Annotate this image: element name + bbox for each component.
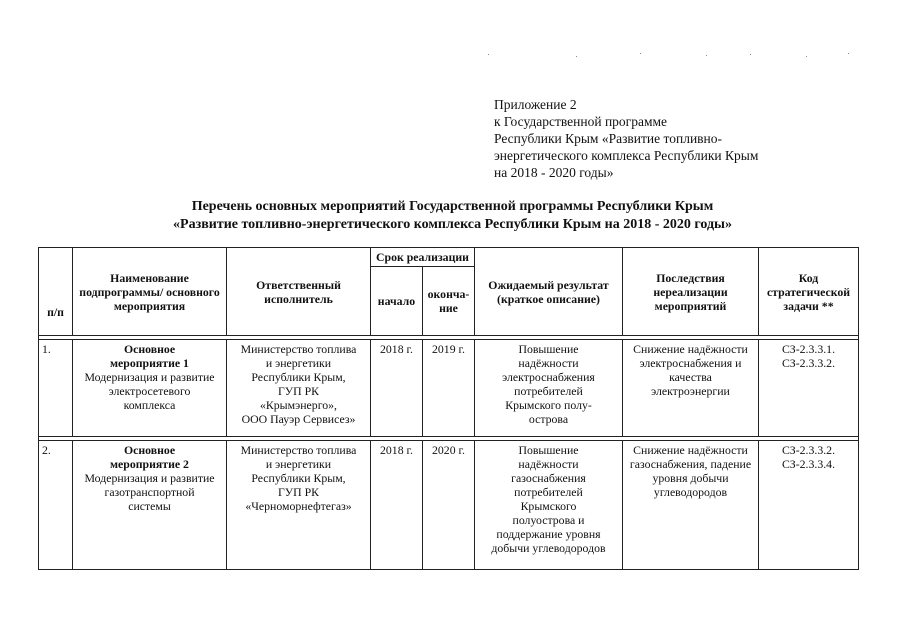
header-executor: Ответственный исполнитель	[227, 248, 371, 336]
header-num: п/п	[39, 248, 73, 336]
row-end: 2020 г.	[423, 441, 475, 570]
result-line: надёжности	[518, 356, 579, 370]
row-num: 2.	[39, 441, 73, 570]
appendix-line: на 2018 - 2020 годы»	[494, 165, 614, 180]
result-line: потребителей	[514, 485, 583, 499]
consequence-line: электроснабжения и	[639, 356, 742, 370]
appendix-line: к Государственной программе	[494, 114, 668, 129]
executor-line: «Крымэнерго»,	[259, 398, 337, 412]
consequence-line: углеводородов	[653, 485, 728, 499]
result-line: потребителей	[514, 384, 583, 398]
row-end: 2019 г.	[423, 340, 475, 437]
header-end: оконча-ние	[423, 267, 475, 336]
title-line-1: Перечень основных мероприятий Государственной программы Республики Крым	[191, 199, 714, 214]
measures-table	[38, 247, 859, 570]
header-consequences: Последствия нереализации мероприятий	[623, 248, 759, 336]
code-line: СЗ-2.3.3.2.	[781, 443, 836, 457]
measure-name-line: электросетевого	[108, 384, 191, 398]
table-row	[39, 340, 859, 437]
scan-noise	[480, 52, 860, 60]
consequence-line: электроэнергии	[651, 384, 730, 398]
appendix-note	[494, 96, 824, 181]
row-code	[759, 441, 859, 570]
executor-line: ООО Пауэр Сервисез»	[241, 412, 356, 426]
measure-name-line: комплекса	[123, 398, 176, 412]
executor-line: Министерство топлива	[240, 342, 357, 356]
header-code: Код стратегической задачи **	[759, 248, 859, 336]
row-executor	[227, 441, 371, 570]
result-line: Крымского полу-	[505, 398, 592, 412]
header-start: начало	[371, 267, 423, 336]
row-num: 1.	[39, 340, 73, 437]
result-line: добычи углеводородов	[491, 541, 606, 555]
result-line: острова	[528, 412, 569, 426]
document-title	[0, 198, 905, 234]
executor-line: Республики Крым,	[251, 471, 346, 485]
measure-title: Основное	[123, 443, 176, 457]
code-line: СЗ-2.3.3.1.	[781, 342, 836, 356]
executor-line: Республики Крым,	[251, 370, 346, 384]
result-line: электроснабжения	[502, 370, 595, 384]
executor-line: и энергетики	[265, 457, 332, 471]
measure-name-line: системы	[128, 499, 171, 513]
consequence-line: качества	[669, 370, 712, 384]
measure-title: мероприятие 2	[110, 457, 189, 471]
row-start: 2018 г.	[371, 340, 423, 437]
row-result	[475, 340, 623, 437]
row-name	[73, 441, 227, 570]
result-line: газоснабжения	[511, 471, 586, 485]
result-line: Повышение	[518, 342, 579, 356]
row-result	[475, 441, 623, 570]
result-line: Повышение	[518, 443, 579, 457]
code-line: СЗ-2.3.3.4.	[781, 457, 836, 471]
appendix-line: Приложение 2	[494, 97, 577, 112]
consequence-line: уровня добычи	[652, 471, 729, 485]
result-line: надёжности	[518, 457, 579, 471]
result-line: полуострова и	[512, 513, 585, 527]
row-consequences	[623, 340, 759, 437]
executor-line: ГУП РК	[277, 384, 320, 398]
consequence-line: Снижение надёжности	[633, 342, 748, 356]
result-line: Крымского	[520, 499, 577, 513]
row-start: 2018 г.	[371, 441, 423, 570]
header-period: Срок реализации	[371, 248, 475, 267]
executor-line: «Черноморнефтегаз»	[245, 499, 352, 513]
title-line-2: «Развитие топливно-энергетического комплекса Республики Крым на 2018 - 2020 годы»	[173, 217, 732, 232]
measure-name-line: Модернизация и развитие	[84, 370, 215, 384]
header-result: Ожидаемый результат (краткое описание)	[475, 248, 623, 336]
consequence-line: Снижение надёжности	[633, 443, 748, 457]
row-code	[759, 340, 859, 437]
row-executor	[227, 340, 371, 437]
code-line: СЗ-2.3.3.2.	[781, 356, 836, 370]
appendix-line: Республики Крым «Развитие топливно-	[494, 131, 723, 146]
measure-name-line: газотранспортной	[104, 485, 195, 499]
row-name	[73, 340, 227, 437]
header-name: Наименование подпрограммы/ основного мероприятия	[73, 248, 227, 336]
table-row	[39, 441, 859, 570]
result-line: поддержание уровня	[496, 527, 601, 541]
executor-line: Министерство топлива	[240, 443, 357, 457]
appendix-line: энергетического комплекса Республики Крым	[494, 148, 759, 163]
executor-line: ГУП РК	[277, 485, 320, 499]
measure-name-line: Модернизация и развитие	[84, 471, 215, 485]
measure-title: мероприятие 1	[110, 356, 189, 370]
measure-title: Основное	[123, 342, 176, 356]
consequence-line: газоснабжения, падение	[629, 457, 752, 471]
executor-line: и энергетики	[265, 356, 332, 370]
row-consequences	[623, 441, 759, 570]
